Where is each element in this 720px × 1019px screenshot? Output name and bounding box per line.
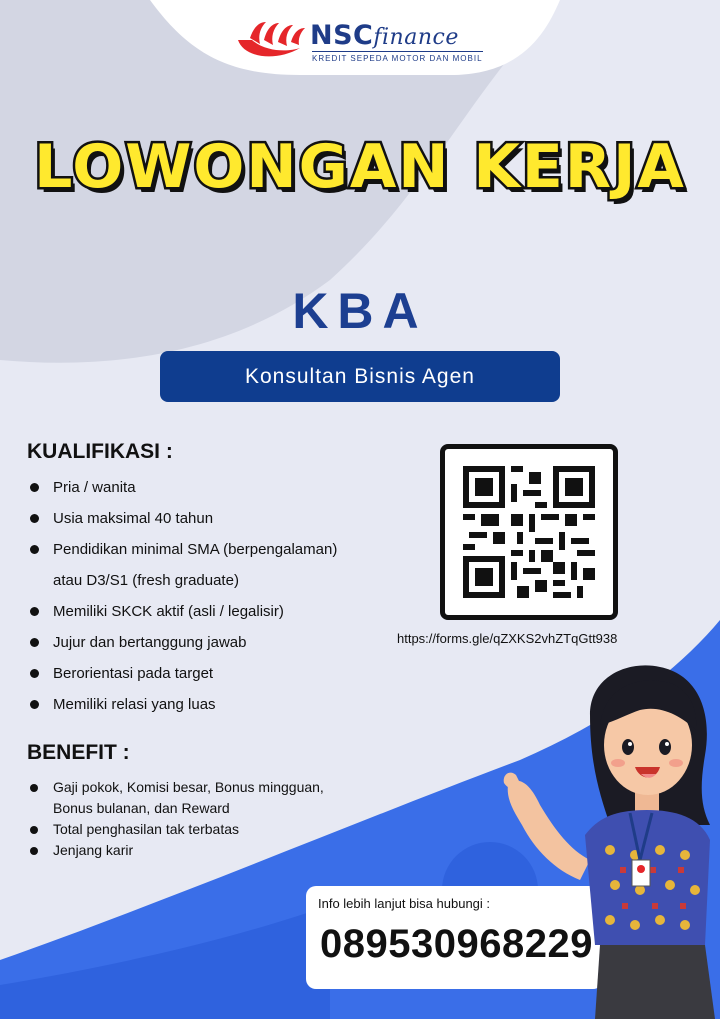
contact-phone[interactable]: 089530968229 xyxy=(320,922,593,966)
brand-tagline: KREDIT SEPEDA MOTOR DAN MOBIL xyxy=(312,51,483,63)
list-item: Berorientasi pada target xyxy=(30,658,337,689)
list-item: Pria / wanita xyxy=(30,472,337,503)
character-illustration xyxy=(500,655,720,1019)
benefits-list xyxy=(30,777,324,861)
qr-code-frame[interactable] xyxy=(440,444,618,620)
qualifications-list xyxy=(30,472,337,720)
list-item: Jujur dan bertanggung jawab xyxy=(30,627,337,658)
list-item: Memiliki relasi yang luas xyxy=(30,689,337,720)
list-item: Jenjang karir xyxy=(30,840,324,861)
list-item: Usia maksimal 40 tahun xyxy=(30,503,337,534)
position-title: Konsultan Bisnis Agen xyxy=(245,364,475,388)
list-item-continuation: Bonus bulanan, dan Reward xyxy=(53,800,230,816)
list-item: Total penghasilan tak terbatas xyxy=(30,819,324,840)
list-item: Pendidikan minimal SMA (berpengalaman) xyxy=(30,534,337,565)
contact-label: Info lebih lanjut bisa hubungi : xyxy=(318,896,491,911)
position-title-badge xyxy=(160,351,560,402)
list-item: Memiliki SKCK aktif (asli / legalisir) xyxy=(30,596,337,627)
brand-logo xyxy=(236,18,496,68)
list-item: Gaji pokok, Komisi besar, Bonus mingguan, xyxy=(30,777,324,798)
form-link[interactable]: https://forms.gle/qZXKS2vhZTqGtt938 xyxy=(397,631,618,646)
brand-name-suffix: finance xyxy=(373,25,459,50)
benefits-title: BENEFIT : xyxy=(27,741,130,764)
qr-code-icon xyxy=(463,466,595,598)
headline: LOWONGAN KERJA xyxy=(34,132,686,202)
position-code: KBA xyxy=(292,283,428,339)
swoosh-logo-icon xyxy=(236,18,308,62)
brand-name: NSCfinance xyxy=(310,20,459,51)
list-item-continuation: atau D3/S1 (fresh graduate) xyxy=(53,572,239,589)
qualifications-title: KUALIFIKASI : xyxy=(27,440,173,463)
